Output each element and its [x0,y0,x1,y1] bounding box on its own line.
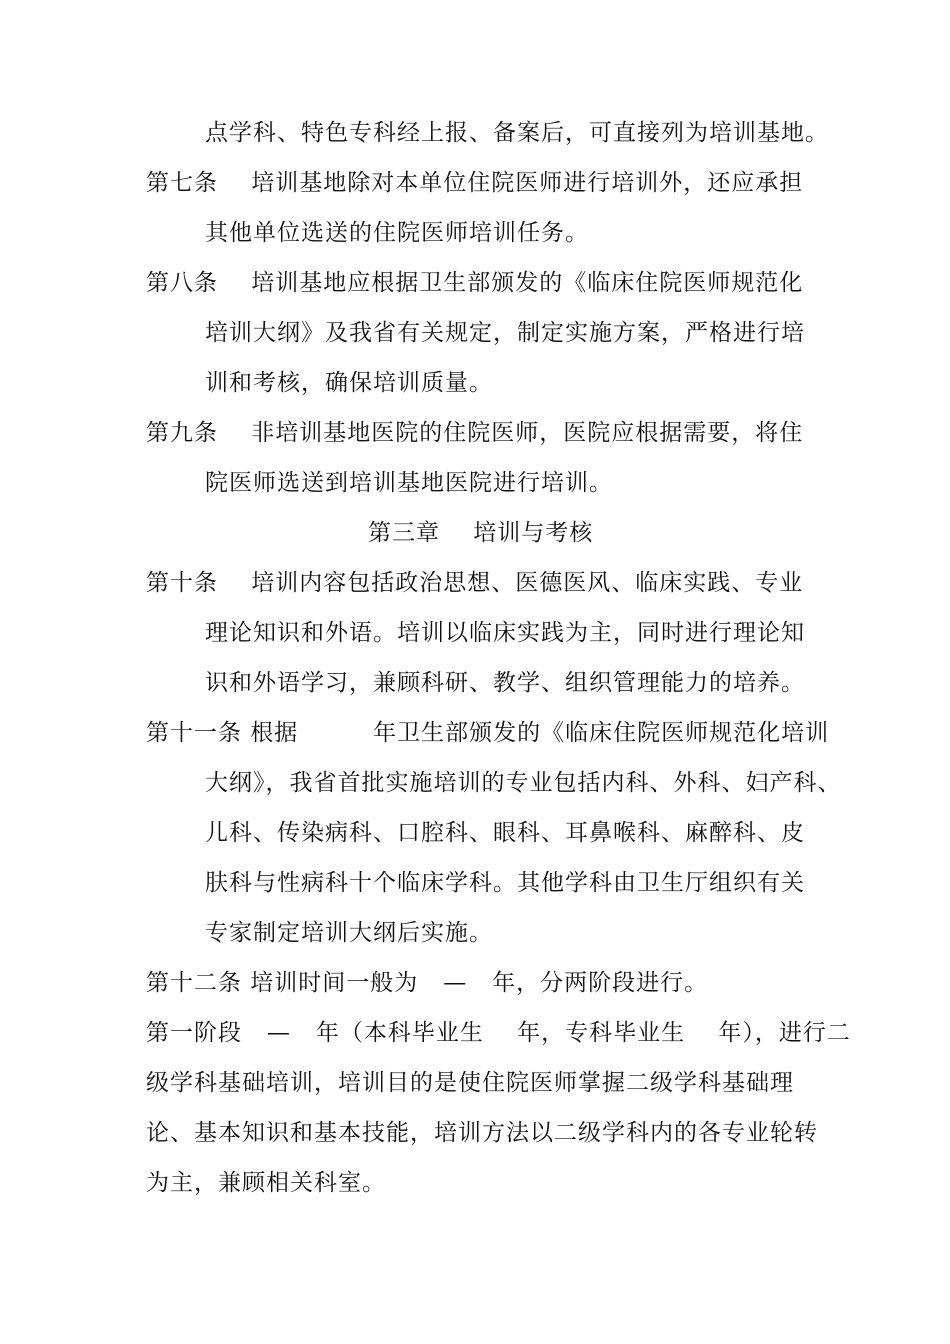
text-line-8: 院医师选送到培训基地医院进行培训。 [205,470,613,496]
text-line-5: 培训大纲》及我省有关规定，制定实施方案，严格进行培 [205,320,805,346]
text-line-10: 第十条 培训内容包括政治思想、医德医风、临床实践、专业 [146,570,804,596]
text-line-16: 肤科与性病科十个临床学科。其他学科由卫生厅组织有关 [205,870,805,896]
text-line-14: 大纲》，我省首批实施培训的专业包括内科、外科、妇产科、 [205,770,842,796]
text-line-7: 第九条 非培训基地医院的住院医师，医院应根据需要，将住 [146,420,804,446]
chapter-heading: 第三章 培训与考核 [368,520,594,546]
text-line-3: 其他单位选送的住院医师培训任务。 [205,220,589,246]
text-line-22: 为主，兼顾相关科室。 [146,1170,386,1196]
text-line-13: 第十一条 根据 年卫生部颁发的《临床住院医师规范化培训 [146,720,830,746]
text-line-1: 点学科、特色专科经上报、备案后，可直接列为培训基地。 [205,120,829,146]
text-line-20: 级学科基础培训，培训目的是使住院医师掌握二级学科基础理 [146,1070,794,1096]
text-line-21: 论、基本知识和基本技能，培训方法以二级学科内的各专业轮转 [146,1120,818,1146]
text-line-17: 专家制定培训大纲后实施。 [205,920,493,946]
text-line-2: 第七条 培训基地除对本单位住院医师进行培训外，还应承担 [146,170,804,196]
text-line-19: 第一阶段 — 年（本科毕业生 年，专科毕业生 年），进行二 [146,1020,851,1046]
text-line-18: 第十二条 培训时间一般为 — 年，分两阶段进行。 [146,970,709,996]
text-line-11: 理论知识和外语。培训以临床实践为主，同时进行理论知 [205,620,805,646]
text-line-12: 识和外语学习，兼顾科研、教学、组织管理能力的培养。 [205,670,805,696]
text-line-4: 第八条 培训基地应根据卫生部颁发的《临床住院医师规范化 [146,270,804,296]
text-line-15: 儿科、传染病科、口腔科、眼科、耳鼻喉科、麻醉科、皮 [205,820,805,846]
text-line-6: 训和考核，确保培训质量。 [205,370,493,396]
